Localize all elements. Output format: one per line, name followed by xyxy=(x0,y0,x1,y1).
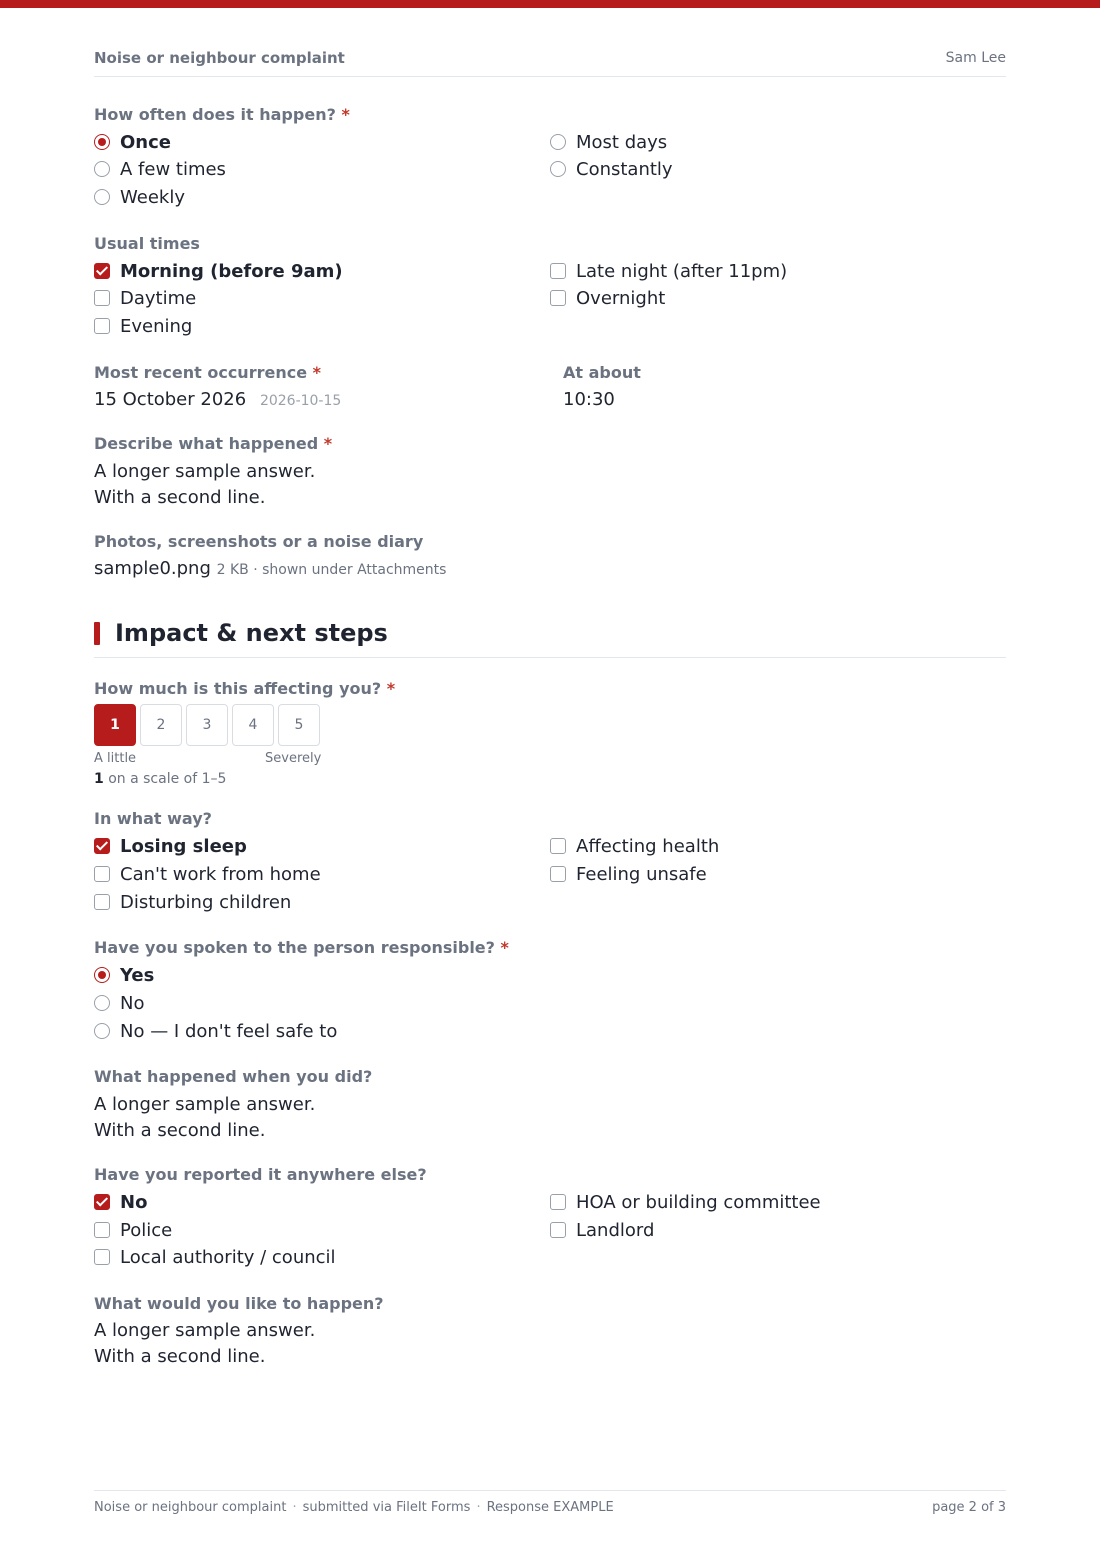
checkbox-icon xyxy=(94,318,110,334)
question-spoken-label xyxy=(94,938,509,957)
scale-option[interactable]: 2 xyxy=(140,704,182,746)
date-iso: 2026-10-15 xyxy=(259,393,342,409)
separator: · xyxy=(292,1500,297,1515)
checkbox-option[interactable] xyxy=(94,259,343,283)
option-label: Daytime xyxy=(120,287,197,309)
question-time-label xyxy=(563,363,641,382)
question-outcome-label xyxy=(94,1294,384,1313)
scale-summary xyxy=(94,771,226,787)
option-label: Late night (after 11pm) xyxy=(576,260,788,282)
option-label: Constantly xyxy=(576,158,673,180)
question-text: How often does it happen? xyxy=(94,105,336,124)
radio-icon xyxy=(550,134,566,150)
required-marker: * xyxy=(341,105,350,124)
checkbox-icon xyxy=(94,866,110,882)
checkbox-option[interactable] xyxy=(94,1190,147,1214)
option-label: Yes xyxy=(120,964,155,986)
question-text: Usual times xyxy=(94,234,200,253)
option-label: HOA or building committee xyxy=(576,1191,821,1213)
answer-line: With a second line. xyxy=(94,1346,266,1367)
attachment-meta: 2 KB · shown under Attachments xyxy=(216,562,447,578)
option-label: Can't work from home xyxy=(120,863,321,885)
option-label: Once xyxy=(120,131,171,153)
question-text: In what way? xyxy=(94,809,212,828)
radio-option[interactable] xyxy=(94,185,185,209)
scale-low-label: A little xyxy=(94,751,137,766)
option-label: No xyxy=(120,992,145,1014)
question-text: At about xyxy=(563,363,641,382)
question-frequency-label xyxy=(94,105,350,124)
option-label: Local authority / council xyxy=(120,1246,336,1268)
footer-submitted: submitted via FileIt Forms xyxy=(302,1500,471,1515)
checkbox-option[interactable] xyxy=(94,1218,172,1242)
question-ways-label xyxy=(94,809,212,828)
checkbox-option[interactable] xyxy=(94,890,291,914)
checkbox-option[interactable] xyxy=(550,259,787,283)
scale-option[interactable]: 3 xyxy=(186,704,228,746)
describe-answer xyxy=(94,459,315,511)
question-text: What would you like to happen? xyxy=(94,1294,384,1313)
question-text: What happened when you did? xyxy=(94,1067,373,1086)
checkbox-icon xyxy=(94,1249,110,1265)
checkbox-icon xyxy=(550,866,566,882)
option-label: Evening xyxy=(120,315,193,337)
section-accent-bar xyxy=(94,622,100,645)
required-marker: * xyxy=(312,363,322,382)
date-answer xyxy=(94,387,341,414)
result-answer xyxy=(94,1092,315,1144)
page-number: page 2 of 3 xyxy=(932,1500,1006,1515)
radio-icon xyxy=(94,189,110,205)
checkbox-icon xyxy=(550,1222,566,1238)
checkbox-option[interactable] xyxy=(94,314,192,338)
answer-line: A longer sample answer. xyxy=(94,1094,316,1115)
required-marker: * xyxy=(386,679,396,698)
question-text: Photos, screenshots or a noise diary xyxy=(94,532,424,551)
question-text: Most recent occurrence xyxy=(94,363,308,382)
radio-icon xyxy=(94,161,110,177)
radio-option[interactable] xyxy=(94,130,171,154)
question-times-label xyxy=(94,234,200,253)
radio-option[interactable] xyxy=(94,157,226,181)
required-marker: * xyxy=(323,434,333,453)
footer-response: Response EXAMPLE xyxy=(486,1500,614,1515)
separator: · xyxy=(476,1500,481,1515)
radio-option[interactable] xyxy=(550,130,667,154)
checkbox-option[interactable] xyxy=(550,862,707,886)
date-value: 15 October 2026 xyxy=(94,389,247,410)
radio-icon xyxy=(550,161,566,177)
outcome-answer xyxy=(94,1318,315,1370)
question-recent-label xyxy=(94,363,321,382)
attachment-filename[interactable]: sample0.png xyxy=(94,558,211,579)
option-label: Police xyxy=(120,1219,173,1241)
radio-selected-icon xyxy=(94,967,110,983)
radio-option[interactable] xyxy=(94,963,154,987)
option-label: Weekly xyxy=(120,186,185,208)
checkbox-checked-icon xyxy=(94,263,110,279)
question-text: Have you reported it anywhere else? xyxy=(94,1165,427,1184)
checkbox-option[interactable] xyxy=(550,1190,821,1214)
option-label: Disturbing children xyxy=(120,891,292,913)
question-text: Have you spoken to the person responsible? xyxy=(94,938,495,957)
scale-summary-value: 1 xyxy=(94,771,104,787)
checkbox-checked-icon xyxy=(94,1194,110,1210)
scale-high-label: Severely xyxy=(265,751,322,766)
checkbox-icon xyxy=(94,1222,110,1238)
checkbox-option[interactable] xyxy=(94,1245,336,1269)
option-label: Landlord xyxy=(576,1219,655,1241)
option-label: Overnight xyxy=(576,287,666,309)
page-header xyxy=(94,49,1006,77)
time-value: 10:30 xyxy=(563,389,615,410)
option-label: Affecting health xyxy=(576,835,720,857)
answer-line: With a second line. xyxy=(94,1120,266,1141)
question-impact-label xyxy=(94,679,395,698)
checkbox-icon xyxy=(550,290,566,306)
page-footer xyxy=(94,1490,1006,1515)
checkbox-icon xyxy=(550,1194,566,1210)
top-accent-bar xyxy=(0,0,1100,8)
question-reported-label xyxy=(94,1165,427,1184)
radio-option[interactable] xyxy=(94,991,144,1015)
question-text: How much is this affecting you? xyxy=(94,679,382,698)
checkbox-option[interactable] xyxy=(94,286,196,310)
question-result-label xyxy=(94,1067,372,1086)
option-label: Feeling unsafe xyxy=(576,863,707,885)
scale-summary-text: on a scale of 1–5 xyxy=(108,771,227,787)
checkbox-icon xyxy=(550,838,566,854)
checkbox-option[interactable] xyxy=(550,1218,654,1242)
question-describe-label xyxy=(94,434,332,453)
checkbox-option[interactable] xyxy=(550,834,719,858)
answer-line: A longer sample answer. xyxy=(94,1320,316,1341)
time-answer xyxy=(563,387,615,413)
file-answer xyxy=(94,556,446,583)
option-label: Most days xyxy=(576,131,668,153)
answer-line: A longer sample answer. xyxy=(94,461,316,482)
checkbox-icon xyxy=(94,290,110,306)
question-text: Describe what happened xyxy=(94,434,319,453)
scale-option-selected[interactable]: 1 xyxy=(94,704,136,746)
checkbox-option[interactable] xyxy=(550,286,665,310)
checkbox-option[interactable] xyxy=(94,862,321,886)
required-marker: * xyxy=(500,938,509,957)
radio-selected-icon xyxy=(94,134,110,150)
option-label: Morning (before 9am) xyxy=(120,260,343,282)
option-label: No xyxy=(120,1191,148,1213)
checkbox-icon xyxy=(550,263,566,279)
form-title: Noise or neighbour complaint xyxy=(94,49,345,67)
option-label: A few times xyxy=(120,158,226,180)
radio-option[interactable] xyxy=(94,1019,337,1043)
radio-icon xyxy=(94,1023,110,1039)
footer-info xyxy=(94,1500,614,1515)
radio-option[interactable] xyxy=(550,157,673,181)
checkbox-checked-icon xyxy=(94,838,110,854)
scale-option[interactable]: 5 xyxy=(278,704,320,746)
checkbox-option[interactable] xyxy=(94,834,247,858)
option-label: No — I don't feel safe to xyxy=(120,1020,338,1042)
rating-scale xyxy=(94,704,324,746)
respondent-name: Sam Lee xyxy=(945,50,1006,66)
radio-icon xyxy=(94,995,110,1011)
footer-form-title: Noise or neighbour complaint xyxy=(94,1500,287,1515)
answer-line: With a second line. xyxy=(94,487,266,508)
checkbox-icon xyxy=(94,894,110,910)
question-files-label xyxy=(94,532,423,551)
section-heading xyxy=(94,619,1006,658)
option-label: Losing sleep xyxy=(120,835,247,857)
scale-option[interactable]: 4 xyxy=(232,704,274,746)
section-title: Impact & next steps xyxy=(115,619,388,647)
